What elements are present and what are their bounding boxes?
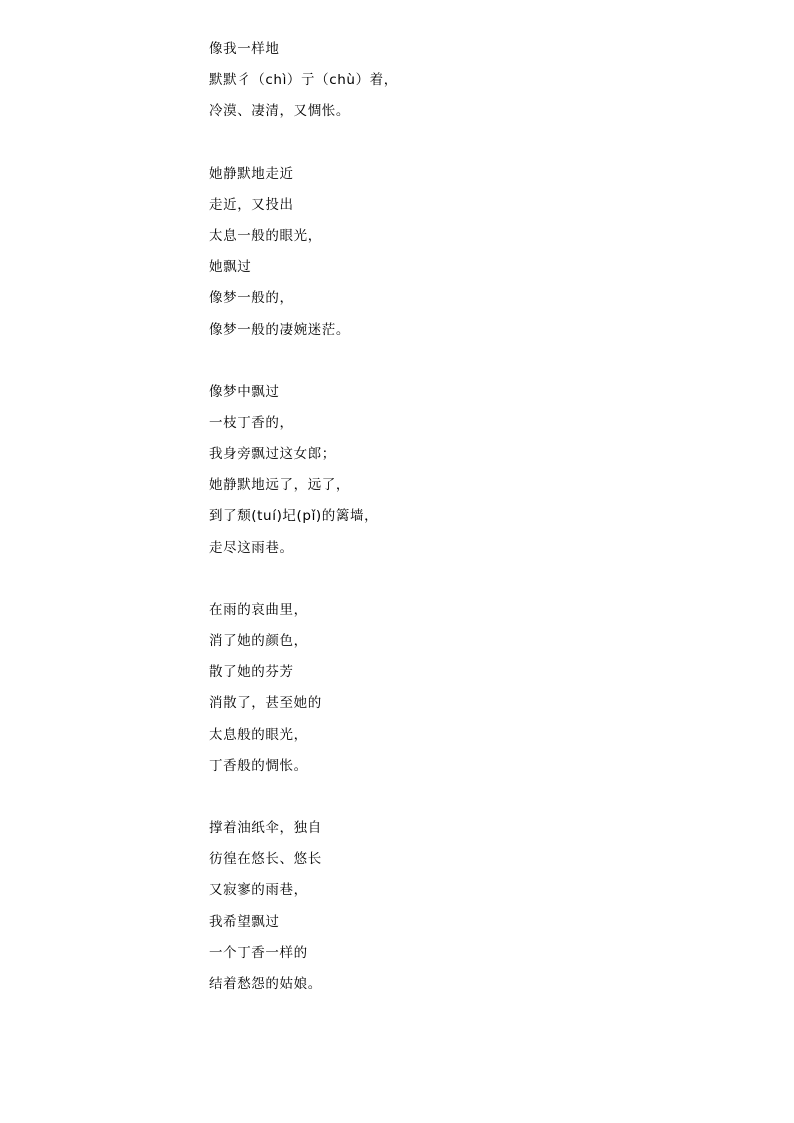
poem-line: 走近，又投出 (209, 196, 294, 213)
poem-line: 冷漠、凄清，又惆怅。 (209, 103, 350, 120)
poem-line: 消了她的颜色， (209, 633, 308, 649)
poem-line: 走尽这雨巷。 (209, 539, 294, 556)
poem-line: 默默彳（chì）亍（chù）着， (209, 72, 398, 89)
stanza (209, 377, 629, 564)
poem-line: 结着愁怨的姑娘。 (209, 975, 322, 992)
poem-line: 彷徨在悠长、悠长 (209, 851, 322, 868)
poem-line: 丁香般的惆怅。 (209, 757, 308, 774)
poem-line: 太息般的眼光， (209, 726, 308, 743)
poem-line: 在雨的哀曲里， (209, 601, 308, 618)
stanza (209, 159, 629, 346)
poem-line: 像我一样地 (209, 41, 280, 57)
stanza (209, 34, 629, 128)
poem-line: 像梦一般的凄婉迷茫。 (209, 321, 350, 338)
poem-line: 散了她的芬芳 (209, 664, 294, 681)
poem-line: 我希望飘过 (209, 913, 280, 930)
poem-line: 一个丁香一样的 (209, 944, 308, 961)
poem-line: 她静默地走近 (209, 165, 294, 182)
stanza (209, 595, 629, 782)
poem-line: 撑着油纸伞，独自 (209, 819, 322, 836)
poem-line: 像梦一般的， (209, 290, 294, 307)
poem-line: 她静默地远了，远了， (209, 477, 350, 494)
poem-line: 像梦中飘过 (209, 383, 280, 400)
poem-line: 她飘过 (209, 259, 252, 276)
poem-line: 太息一般的眼光， (209, 227, 322, 244)
poem-line: 到了颓(tuí)圮(pǐ)的篱墙， (209, 508, 379, 525)
poem-line: 一枝丁香的， (209, 414, 294, 431)
poem-line: 消散了，甚至她的 (209, 695, 322, 712)
stanza (209, 813, 629, 1000)
poem-line: 我身旁飘过这女郎； (209, 446, 336, 463)
poem-body (209, 34, 629, 1000)
poem-line: 又寂寥的雨巷， (209, 882, 308, 899)
